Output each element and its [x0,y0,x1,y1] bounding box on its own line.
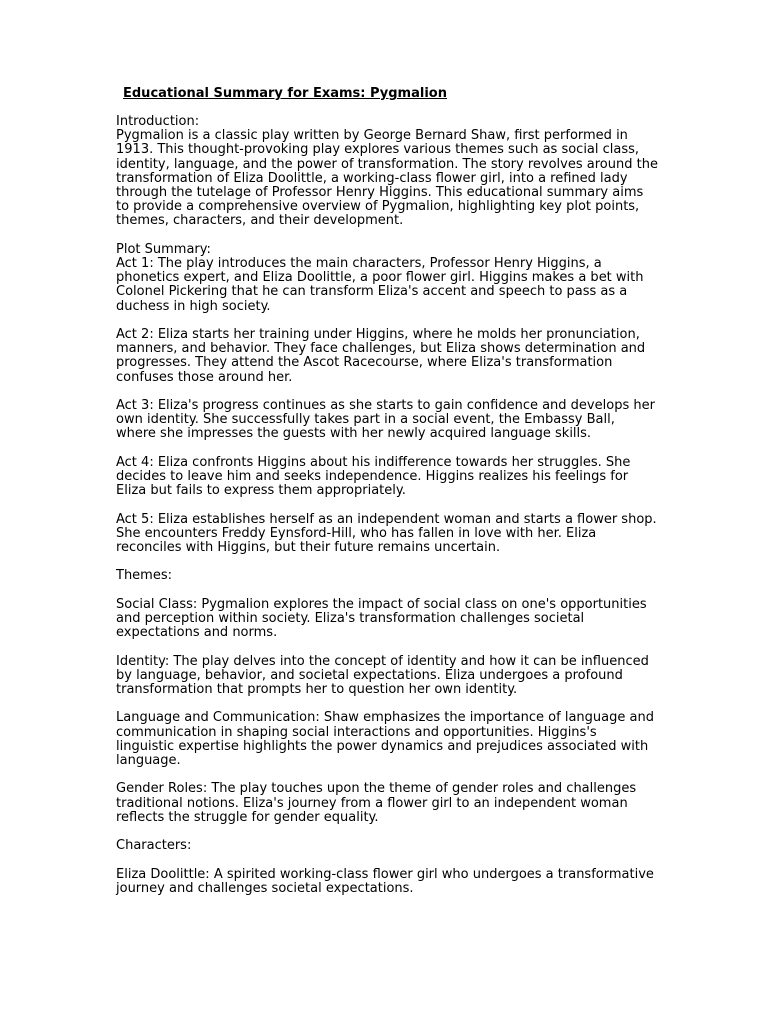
introduction-heading: Introduction: [116,114,200,129]
document-title: Educational Summary for Exams: Pygmalion [123,86,447,101]
plot-act-3: Act 3: Eliza's progress continues as she starts to gain confidence and develops her own identity. She successfully takes part in a social event, the Embassy Ball, where she impresses the guests with her newly acquired language skills. [116,398,655,442]
themes-heading: Themes: [116,568,172,584]
introduction-text: Pygmalion is a classic play written by George Bernard Shaw, first performed in 1913. This thought-provoking play explores various themes such as social class, identity, language, and the power of transformation. The story revolves around the transformation of Eliza Doolittle, a working-class flower girl, into a refined lady through the tutelage of Professor Henry Higgins. This educational summary aims to provide a comprehensive overview of Pygmalion, highlighting key plot points, themes, characters, and their development. [116,128,658,229]
theme-language: Language and Communication: Shaw emphasizes the importance of language and communication in shaping social interactions and opportunities. Higgins's linguistic expertise highlights the power dynamics and prejudices associated with language. [116,710,654,768]
plot-act-5: Act 5: Eliza establishes herself as an independent woman and starts a flower shop. She encounters Freddy Eynsford-Hill, who has fallen in love with her. Eliza reconciles with Higgins, but their future remains uncertain. [116,511,657,556]
theme-gender-roles: Gender Roles: The play touches upon the theme of gender roles and challenges traditional notions. Eliza's journey from a flower girl to an independent woman reflects the struggle for gender equality. [116,781,637,825]
theme-social-class: Social Class: Pygmalion explores the impact of social class on one's opportunities and perception within society. Eliza's transformation challenges societal expectations and norms. [116,596,647,641]
plot-act-1: Act 1: The play introduces the main characters, Professor Henry Higgins, a phonetics expert, and Eliza Doolittle, a poor flower girl. Higgins makes a bet with Colonel Pickering that he can transform Eliza's accent and speech to pass as a duchess in high society. [116,256,644,314]
plot-act-2: Act 2: Eliza starts her training under Higgins, where he molds her pronunciation, manners, and behavior. They face challenges, but Eliza shows determination and progresses. They attend the Ascot Racecourse, where Eliza's transformation confuses those around her. [116,327,646,385]
character-eliza: Eliza Doolittle: A spirited working-class flower girl who undergoes a transformative journey and challenges societal expectations. [116,866,654,896]
document-body [116,115,658,910]
plot-act-4: Act 4: Eliza confronts Higgins about his indifference towards her struggles. She decides to leave him and seeks independence. Higgins realizes his feelings for Eliza but fails to express them appropriately. [116,454,631,499]
theme-identity: Identity: The play delves into the concept of identity and how it can be influenced by language, behavior, and societal expectations. Eliza undergoes a profound transformation that prompts her to question her own identity. [116,653,649,697]
plot-summary-heading: Plot Summary: [116,241,211,257]
characters-heading: Characters: [116,838,192,854]
